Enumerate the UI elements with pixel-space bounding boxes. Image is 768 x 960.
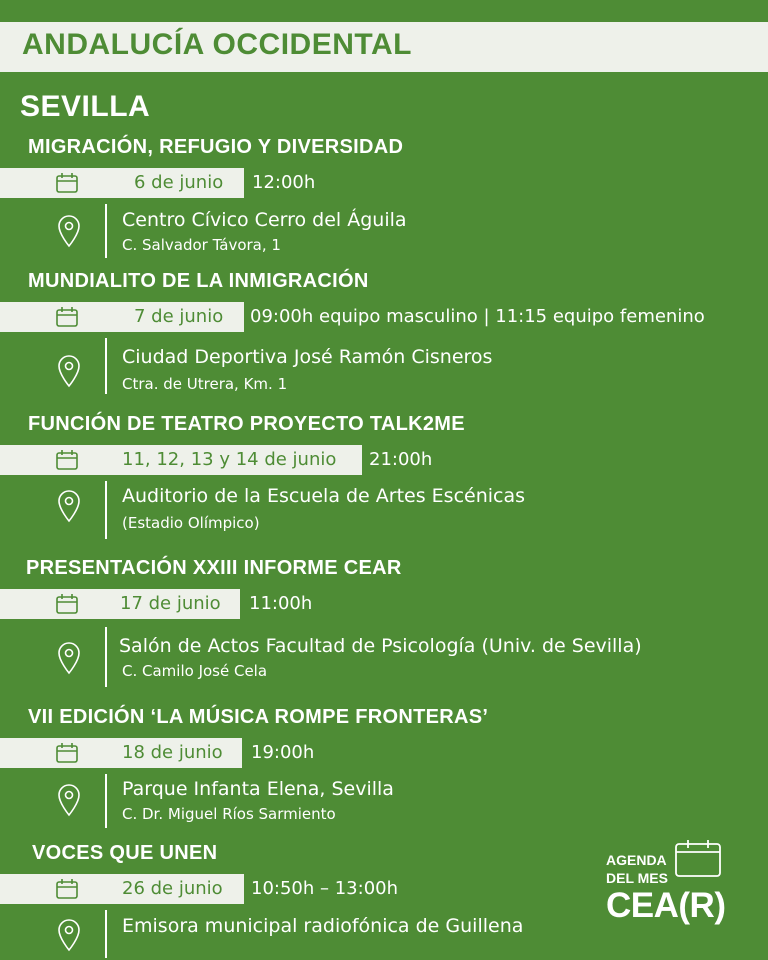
location-pin-icon <box>56 918 82 952</box>
calendar-icon <box>54 742 80 764</box>
region-header <box>0 22 768 72</box>
event-date: 18 de junio <box>122 742 223 763</box>
date-band <box>0 738 242 768</box>
event-time: 09:00h equipo masculino | 11:15 equipo femenino <box>250 306 705 327</box>
cear-agenda-logo <box>606 836 736 930</box>
date-band <box>0 302 244 332</box>
calendar-icon <box>54 306 80 328</box>
logo-line-2: DEL MES <box>606 870 668 886</box>
event-date: 17 de junio <box>120 593 221 614</box>
event-title: MIGRACIÓN, REFUGIO Y DIVERSIDAD <box>28 136 404 158</box>
event-address: Ctra. de Utrera, Km. 1 <box>122 375 288 393</box>
location-pin-icon <box>56 641 82 675</box>
region-title: ANDALUCÍA OCCIDENTAL <box>22 28 412 61</box>
event-address: C. Camilo José Cela <box>122 662 268 680</box>
event-title: MUNDIALITO DE LA INMIGRACIÓN <box>28 270 369 292</box>
event-time: 12:00h <box>252 172 316 193</box>
event-address: (Estadio Olímpico) <box>122 514 260 532</box>
divider <box>105 338 107 394</box>
logo-line-1: AGENDA <box>606 852 667 868</box>
event-venue: Emisora municipal radiofónica de Guillena <box>122 915 524 937</box>
event-title: VII EDICIÓN ‘LA MÚSICA ROMPE FRONTERAS’ <box>28 706 489 728</box>
event-venue: Salón de Actos Facultad de Psicología (Univ. de Sevilla) <box>119 635 642 657</box>
event-time: 19:00h <box>251 742 315 763</box>
event-time: 21:00h <box>369 449 433 470</box>
event-date: 6 de junio <box>134 172 224 193</box>
logo-brand: CEA(R) <box>606 886 726 925</box>
calendar-icon <box>54 878 80 900</box>
event-title: PRESENTACIÓN XXIII INFORME CEAR <box>26 557 402 579</box>
divider <box>105 627 107 687</box>
event-title: VOCES QUE UNEN <box>32 842 218 864</box>
event-address: C. Dr. Miguel Ríos Sarmiento <box>122 805 336 823</box>
event-date: 11, 12, 13 y 14 de junio <box>122 449 337 470</box>
calendar-icon <box>672 838 724 880</box>
event-date: 26 de junio <box>122 878 223 899</box>
date-band <box>0 168 244 198</box>
event-venue: Parque Infanta Elena, Sevilla <box>122 778 394 800</box>
event-venue: Auditorio de la Escuela de Artes Escénicas <box>122 485 526 507</box>
date-band <box>0 445 362 475</box>
location-pin-icon <box>56 354 82 388</box>
event-time: 11:00h <box>249 593 313 614</box>
divider <box>105 481 107 539</box>
divider <box>105 204 107 258</box>
location-pin-icon <box>56 214 82 248</box>
event-venue: Centro Cívico Cerro del Águila <box>122 209 407 231</box>
divider <box>105 910 107 958</box>
event-date: 7 de junio <box>134 306 224 327</box>
location-pin-icon <box>56 489 82 523</box>
location-pin-icon <box>56 783 82 817</box>
calendar-icon <box>54 593 80 615</box>
date-band <box>0 589 240 619</box>
divider <box>105 774 107 828</box>
date-band <box>0 874 244 904</box>
city-title: SEVILLA <box>20 90 151 123</box>
event-title: FUNCIÓN DE TEATRO PROYECTO TALK2ME <box>28 413 465 435</box>
event-venue: Ciudad Deportiva José Ramón Cisneros <box>122 346 493 368</box>
calendar-icon <box>54 172 80 194</box>
event-time: 10:50h – 13:00h <box>251 878 399 899</box>
event-address: C. Salvador Távora, 1 <box>122 236 281 254</box>
calendar-icon <box>54 449 80 471</box>
